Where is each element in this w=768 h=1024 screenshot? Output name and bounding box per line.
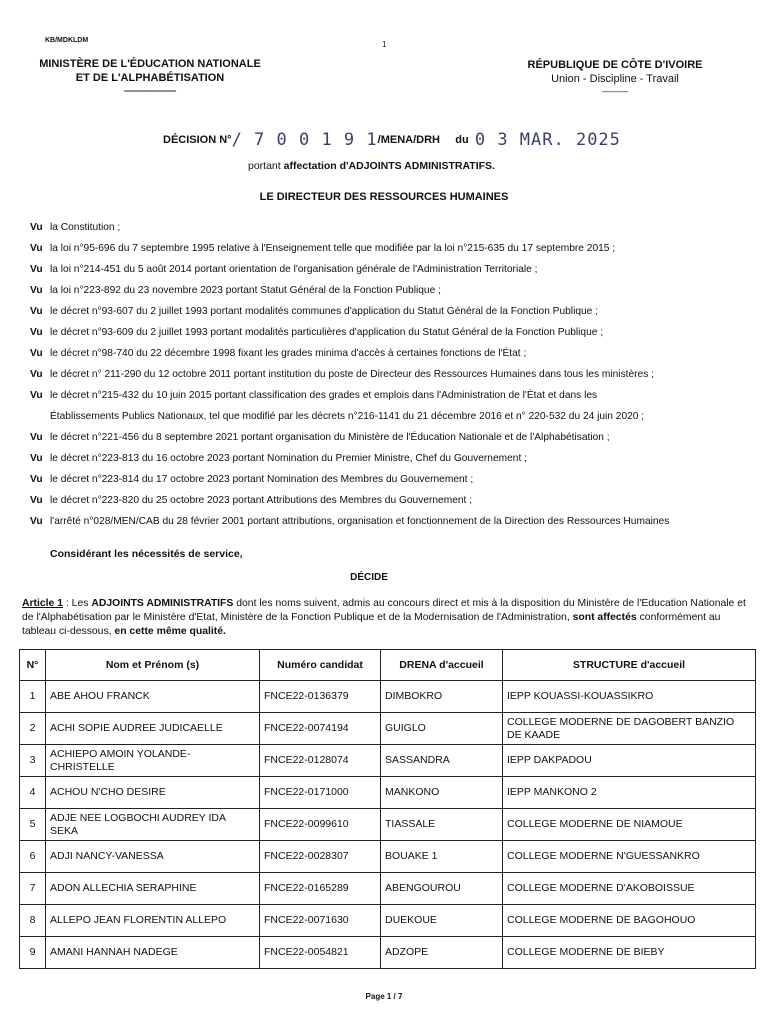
cell-structure: COLLEGE MODERNE DE BIEBY: [503, 937, 756, 969]
cell-number: 5: [20, 809, 46, 841]
ministry-line-2: ET DE L'ALPHABÉTISATION: [75, 72, 225, 84]
col-number-header: N°: [20, 650, 46, 681]
article-text-a: : Les: [63, 598, 92, 609]
page-number-top: 1: [382, 40, 387, 49]
cell-number: 6: [20, 841, 46, 873]
vu-item: [30, 217, 750, 238]
vu-text: le décret n° 211-290 du 12 octobre 2011 portant institution du poste de Directeur des Ressources Humaines dans tous les ministères ;: [50, 369, 654, 380]
cell-drena: SASSANDRA: [381, 745, 503, 777]
ministry-divider: ------------------------: [124, 86, 176, 95]
table-header-row: [20, 650, 756, 681]
decision-subject-bold: affectation: [283, 160, 337, 172]
vu-text: la loi n°214-451 du 5 août 2014 portant orientation de l'organisation générale de l'Administration Territoriale ;: [50, 264, 538, 275]
cell-name: ACHOU N'CHO DESIRE: [46, 777, 260, 809]
cell-structure: COLLEGE MODERNE N'GUESSANKRO: [503, 841, 756, 873]
cell-name: ADJE NEE LOGBOCHI AUDREY IDA SEKA: [46, 809, 260, 841]
assignment-table: [19, 649, 756, 969]
cell-candidate: FNCE22-0099610: [260, 809, 381, 841]
vu-keyword: Vu: [30, 243, 43, 254]
vu-item: [30, 427, 750, 448]
cell-candidate: FNCE22-0165289: [260, 873, 381, 905]
cell-structure: COLLEGE MODERNE DE NIAMOUE: [503, 809, 756, 841]
table-row: [20, 937, 756, 969]
vu-item: [30, 322, 750, 343]
decision-subject-rest: d'ADJOINTS ADMINISTRATIFS.: [339, 160, 495, 172]
cell-structure: IEPP MANKONO 2: [503, 777, 756, 809]
vu-text: le décret n°221-456 du 8 septembre 2021 portant organisation du Ministère de l'Éducation Nationale et de l'Alphabétisation ;: [50, 432, 610, 443]
decision-title: [163, 130, 621, 150]
col-candidate-header: Numéro candidat: [260, 650, 381, 681]
cell-candidate: FNCE22-0074194: [260, 713, 381, 745]
republic-motto: Union - Discipline - Travail: [551, 73, 679, 85]
vu-item: [30, 259, 750, 280]
vu-item: [30, 364, 750, 385]
table-row: [20, 745, 756, 777]
table-row: [20, 809, 756, 841]
vu-keyword: Vu: [30, 453, 43, 464]
decision-portant: portant: [248, 160, 281, 172]
cell-name: ABE AHOU FRANCK: [46, 681, 260, 713]
vu-text: le décret n°223-813 du 16 octobre 2023 portant Nomination du Premier Ministre, Chef du Gouvernement ;: [50, 453, 527, 464]
vu-keyword: Vu: [30, 222, 43, 233]
vu-item: [30, 511, 750, 532]
vu-text: le décret n°93-607 du 2 juillet 1993 portant modalités communes d'application du Statut Général de la Fonction Publique ;: [50, 306, 598, 317]
decision-suffix: /MENA/DRH: [377, 134, 440, 146]
cell-name: AMANI HANNAH NADEGE: [46, 937, 260, 969]
decision-subject: [248, 160, 495, 172]
cell-candidate: FNCE22-0054821: [260, 937, 381, 969]
vu-item: [30, 448, 750, 469]
vu-keyword: Vu: [30, 327, 43, 338]
decision-number-stamp: / 7 0 0 1 9 1: [231, 130, 378, 150]
vu-text: la loi n°95-696 du 7 septembre 1995 relative à l'Enseignement telle que modifiée par la loi n°215-635 du 17 septembre 2015 ;: [50, 243, 616, 254]
ministry-line-1: MINISTÈRE DE L'ÉDUCATION NATIONALE: [39, 58, 261, 70]
director-title: LE DIRECTEUR DES RESSOURCES HUMAINES: [259, 191, 509, 203]
decision-du: du: [455, 134, 469, 146]
cell-drena: GUIGLO: [381, 713, 503, 745]
vu-keyword: Vu: [30, 348, 43, 359]
considerant: Considérant les nécessités de service,: [50, 548, 243, 560]
vu-item: [30, 343, 750, 364]
vu-text: le décret n°223-820 du 25 octobre 2023 portant Attributions des Membres du Gouvernement ;: [50, 495, 473, 506]
cell-number: 2: [20, 713, 46, 745]
cell-drena: DIMBOKRO: [381, 681, 503, 713]
decision-date-stamp: 0 3 MAR. 2025: [474, 130, 621, 150]
vu-keyword: Vu: [30, 285, 43, 296]
vu-text: le décret n°93-609 du 2 juillet 1993 portant modalités particulières d'application du Statut Général de la Fonction Publique ;: [50, 327, 604, 338]
vu-item: [30, 469, 750, 490]
article-label: Article 1: [22, 598, 64, 609]
cell-drena: DUEKOUE: [381, 905, 503, 937]
vu-text: le décret n°98-740 du 22 décembre 1998 fixant les grades minima d'accès à certaines fonctions de l'État ;: [50, 348, 527, 359]
cell-candidate: FNCE22-0128074: [260, 745, 381, 777]
vu-item: [30, 238, 750, 259]
document-reference: KB/MDKLDM: [45, 37, 89, 44]
cell-drena: TIASSALE: [381, 809, 503, 841]
article-text-b: dont les noms suivent, admis au concours direct et mis à la disposition du Ministère de l'Education Nationale et de l'Alphabétisation par le Ministère d'Etat, Ministère de la Fonction Publique et de la Modernisation de l'Administration,: [22, 598, 746, 623]
republic-title: RÉPUBLIQUE DE CÔTE D'IVOIRE: [527, 59, 703, 71]
article-bold-a: ADJOINTS ADMINISTRATIFS: [91, 598, 234, 609]
cell-name: ALLEPO JEAN FLORENTIN ALLEPO: [46, 905, 260, 937]
cell-structure: COLLEGE MODERNE D'AKOBOISSUE: [503, 873, 756, 905]
cell-number: 8: [20, 905, 46, 937]
vu-text: la Constitution ;: [50, 222, 121, 233]
vu-keyword: Vu: [30, 516, 43, 527]
col-drena-header: DRENA d'accueil: [381, 650, 503, 681]
ministry-header: [35, 57, 265, 97]
cell-candidate: FNCE22-0171000: [260, 777, 381, 809]
cell-structure: COLLEGE MODERNE DE BAGOHOUO: [503, 905, 756, 937]
republic-header: [515, 58, 715, 98]
col-name-header: Nom et Prénom (s): [46, 650, 260, 681]
vu-keyword: Vu: [30, 432, 43, 443]
vu-keyword: Vu: [30, 495, 43, 506]
vu-continuation: [30, 406, 750, 427]
vu-keyword: Vu: [30, 390, 43, 401]
cell-number: 1: [20, 681, 46, 713]
cell-structure: COLLEGE MODERNE DE DAGOBERT BANZIO DE KAADE: [503, 713, 756, 745]
article-text-c: conformément au tableau ci-dessous,: [22, 612, 721, 637]
col-structure-header: STRUCTURE d'accueil: [503, 650, 756, 681]
vu-item: [30, 301, 750, 322]
cell-candidate: FNCE22-0028307: [260, 841, 381, 873]
cell-number: 7: [20, 873, 46, 905]
article-bold-b: sont affectés: [572, 612, 637, 623]
decide-heading: DÉCIDE: [350, 572, 388, 583]
vu-item: [30, 490, 750, 511]
table-row: [20, 841, 756, 873]
vu-list: [30, 217, 750, 532]
table-row: [20, 713, 756, 745]
cell-candidate: FNCE22-0071630: [260, 905, 381, 937]
vu-item: [30, 385, 750, 406]
vu-keyword: Vu: [30, 474, 43, 485]
cell-number: 4: [20, 777, 46, 809]
cell-drena: BOUAKE 1: [381, 841, 503, 873]
article-1: [22, 597, 747, 639]
cell-structure: IEPP KOUASSI-KOUASSIKRO: [503, 681, 756, 713]
table-row: [20, 777, 756, 809]
cell-name: ADON ALLECHIA SERAPHINE: [46, 873, 260, 905]
cell-candidate: FNCE22-0136379: [260, 681, 381, 713]
cell-drena: ABENGOUROU: [381, 873, 503, 905]
vu-item: [30, 280, 750, 301]
cell-name: ACHIEPO AMOIN YOLANDE-CHRISTELLE: [46, 745, 260, 777]
article-bold-c: en cette même qualité.: [114, 626, 226, 637]
vu-text: l'arrêté n°028/MEN/CAB du 28 février 2001 portant attributions, organisation et fonctionnement de la Direction des Ressources Humaines: [50, 516, 670, 527]
cell-structure: IEPP DAKPADOU: [503, 745, 756, 777]
table-row: [20, 681, 756, 713]
cell-number: 9: [20, 937, 46, 969]
republic-divider: ------------: [602, 87, 628, 96]
vu-text: le décret n°223-814 du 17 octobre 2023 portant Nomination des Membres du Gouvernement ;: [50, 474, 474, 485]
table-row: [20, 905, 756, 937]
vu-keyword: Vu: [30, 369, 43, 380]
table-row: [20, 873, 756, 905]
cell-number: 3: [20, 745, 46, 777]
vu-text: le décret n°215-432 du 10 juin 2015 portant classification des grades et emplois dans l'Administration de l'État et dans les: [50, 390, 598, 401]
vu-continuation-text: Établissements Publics Nationaux, tel que modifié par les décrets n°216-1141 du 21 décembre 2016 et n° 220-532 du 24 juin 2020 ;: [50, 411, 645, 422]
cell-name: ACHI SOPIE AUDREE JUDICAELLE: [46, 713, 260, 745]
page-footer: Page 1 / 7: [365, 992, 403, 1001]
vu-keyword: Vu: [30, 306, 43, 317]
cell-drena: ADZOPE: [381, 937, 503, 969]
vu-text: la loi n°223-892 du 23 novembre 2023 portant Statut Général de la Fonction Publique ;: [50, 285, 441, 296]
decision-label: DÉCISION N°: [163, 134, 232, 146]
cell-drena: MANKONO: [381, 777, 503, 809]
cell-name: ADJI NANCY-VANESSA: [46, 841, 260, 873]
vu-keyword: Vu: [30, 264, 43, 275]
